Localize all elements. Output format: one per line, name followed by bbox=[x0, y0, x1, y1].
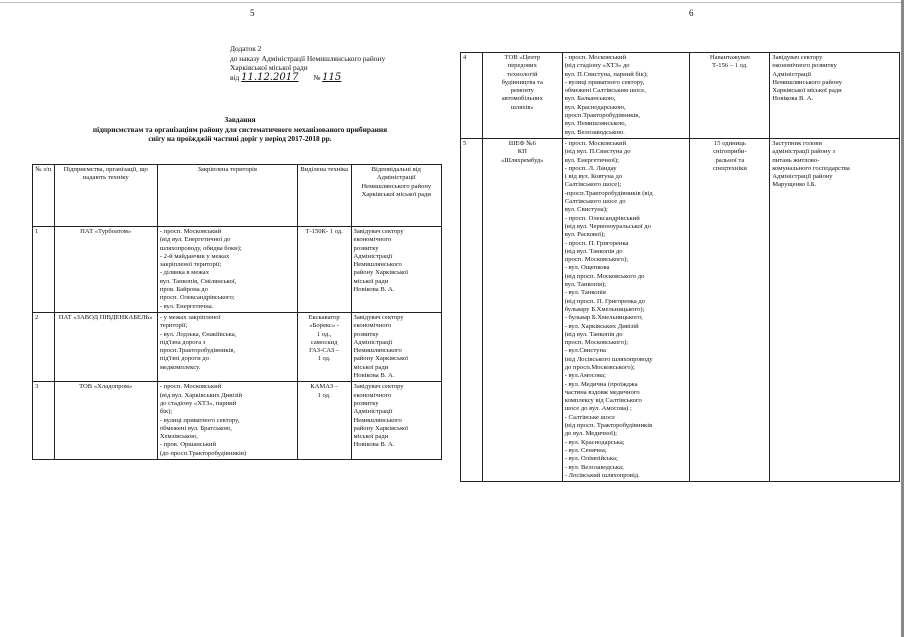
row-equipment bbox=[297, 227, 351, 313]
row-responsible-line: міської ради bbox=[353, 363, 389, 371]
table-row bbox=[33, 312, 442, 381]
header-territory: Закріплена територія bbox=[157, 165, 297, 227]
title-line2: снігу на проїжджій частині доріг у період 2017-2018 рр. bbox=[148, 134, 332, 143]
row-responsible-line: економічного розвитку bbox=[772, 62, 837, 70]
row-equipment-line: КАМАЗ – bbox=[310, 383, 339, 391]
row-org: ТОВ «Хладопром» bbox=[54, 382, 157, 460]
row-territory bbox=[157, 312, 297, 381]
row-responsible-line: Немишлянського bbox=[353, 347, 402, 355]
row-territory-line: - 2-й майданчик у межах bbox=[159, 252, 230, 260]
row-org-line: передових bbox=[507, 62, 537, 70]
row-org-line: ШЕФ №6 bbox=[508, 139, 536, 147]
row-equipment-line: 15 одиниць bbox=[713, 139, 746, 147]
row-territory-line: під'їзні дороги до bbox=[159, 355, 209, 363]
row-territory-line: - просп. Московський bbox=[159, 383, 222, 391]
row-territory-line: території; bbox=[159, 322, 188, 330]
row-territory-line: - вул. Краснодарська; bbox=[564, 438, 625, 446]
row-territory-line: обмежені Салтівським шосе, bbox=[564, 87, 646, 95]
row-responsible-line: Заступник голови bbox=[772, 139, 822, 147]
row-equipment-line: снігоприби- bbox=[713, 148, 747, 156]
row-responsible-line: Харківської міської ради bbox=[772, 87, 842, 95]
row-territory-line: (від вул. Танкопія до bbox=[564, 330, 623, 338]
row-territory-line: (від просп. Тракторобудівників bbox=[564, 422, 653, 430]
row-territory-line: (від просп. П. Григоренка до bbox=[564, 297, 646, 305]
row-equipment bbox=[297, 382, 351, 460]
header-equipment: Виділена техніка bbox=[297, 165, 351, 227]
assignment-table-left bbox=[32, 164, 442, 460]
row-territory bbox=[562, 53, 690, 139]
row-territory-line: - просп. Олександрівський bbox=[564, 214, 640, 222]
row-responsible-line: економічного bbox=[353, 322, 392, 330]
row-equipment-line: Екскаватор bbox=[308, 313, 340, 321]
row-org bbox=[482, 53, 562, 139]
row-territory-line: просп.Тракторобудівників, bbox=[564, 112, 641, 120]
row-org-line: КП bbox=[517, 148, 527, 156]
row-territory-line: - вул. Танкопія bbox=[564, 289, 606, 297]
row-territory-line: частина вздовж медичного bbox=[564, 388, 640, 396]
row-territory-line: вул. Енергетичної); bbox=[564, 156, 619, 164]
row-territory-line: - просп. П. Григоренка bbox=[564, 239, 629, 247]
row-territory-line: - просп. Московський bbox=[159, 228, 222, 235]
table-row bbox=[33, 382, 442, 460]
row-territory-line: (від стадіону «ХТЗ» до bbox=[564, 62, 630, 70]
row-territory bbox=[157, 382, 297, 460]
row-responsible-line: розвитку bbox=[353, 244, 379, 252]
row-equipment-line: 1 од., bbox=[316, 330, 332, 338]
row-equipment-line: 1 од. bbox=[317, 355, 331, 363]
row-territory-line: - вул. Харківських Дивізій bbox=[564, 322, 639, 330]
row-territory-line: просп. Олександрівського; bbox=[159, 294, 235, 302]
row-responsible-line: Адміністрації bbox=[353, 338, 393, 346]
date-value: 11.12.2017 bbox=[241, 71, 299, 83]
appendix-line2: до наказу Адміністрації Немишлянського району bbox=[230, 53, 386, 63]
row-equipment-line: ГАЗ-САЗ – bbox=[309, 347, 340, 355]
row-responsible-line: району Харківської bbox=[353, 355, 409, 363]
row-equipment-line: Т-156 – 1 од. bbox=[711, 62, 748, 70]
row-territory-line: шляхопроводу, обидва боки); bbox=[159, 244, 242, 252]
appendix-block bbox=[230, 44, 440, 82]
number-prefix: № bbox=[313, 72, 321, 82]
row-territory-line: - вул. Енергетична. bbox=[159, 302, 214, 310]
appendix-line3: Харківської міської ради bbox=[230, 63, 308, 72]
row-territory-line: (від вул. Харківських Дивізій bbox=[159, 391, 243, 399]
row-num: 5 bbox=[461, 138, 483, 481]
row-territory-line: (від вул. П.Свистуна до bbox=[564, 148, 631, 156]
header-num: № з/п bbox=[33, 165, 55, 227]
row-territory-line: (від вул. Танкопія до bbox=[564, 247, 623, 255]
row-responsible-line: району Харківської bbox=[353, 424, 409, 432]
row-responsible-line: Завідувач сектору bbox=[772, 54, 823, 61]
row-territory-line: вул. Танкопія, Смілянської, bbox=[159, 277, 237, 285]
row-responsible-line: Завідувач сектору bbox=[353, 228, 404, 235]
row-territory-line: Салтівського шосе до bbox=[564, 198, 626, 206]
right-page bbox=[460, 0, 900, 637]
row-responsible-line: економічного bbox=[353, 391, 392, 399]
row-territory-line: - бульвар Б.Хмельницького; bbox=[564, 314, 643, 322]
row-territory-line: шосе до вул. Амосова) ; bbox=[564, 405, 632, 413]
row-org-line: автомобільних bbox=[501, 95, 543, 103]
row-territory-line: - вул.Свистуна bbox=[564, 347, 606, 355]
row-territory-line: до вул. Медичної); bbox=[564, 430, 617, 438]
row-territory-line: (від Лосівського шляхопроводу bbox=[564, 355, 653, 363]
row-territory-line: пров. Байрона до bbox=[159, 286, 208, 294]
row-territory-line: вул. Велозаводською. bbox=[564, 128, 625, 136]
row-territory-line: - Салтівське шосе bbox=[564, 413, 616, 421]
title-line1: підприємствам та організаціям району для систематичного механізованого прибирання bbox=[92, 124, 388, 134]
row-territory-line: бік); bbox=[159, 408, 173, 416]
appendix-line1: Додаток 2 bbox=[230, 44, 262, 53]
row-responsible-line: міської ради bbox=[353, 277, 389, 285]
row-responsible-line: Немишлянського району bbox=[772, 78, 843, 86]
row-responsible bbox=[351, 382, 441, 460]
row-num: 1 bbox=[33, 227, 55, 313]
row-responsible-line: Адміністрації bbox=[353, 408, 393, 416]
row-org-line: ТОВ «Центр bbox=[504, 54, 541, 61]
row-responsible-line: Немишлянського bbox=[353, 416, 402, 424]
left-page bbox=[32, 0, 448, 637]
row-equipment bbox=[690, 138, 770, 481]
row-equipment-line: Т-150К- 1 од. bbox=[305, 228, 343, 235]
row-territory-line: (від просп. Московського до bbox=[564, 272, 645, 280]
row-equipment-line: спецтехніки bbox=[712, 164, 747, 172]
row-responsible-line: комунального господарства bbox=[772, 164, 850, 172]
task-title bbox=[32, 115, 448, 144]
row-equipment bbox=[297, 312, 351, 381]
row-responsible-line: Новікова В. А. bbox=[353, 372, 395, 380]
row-num: 3 bbox=[33, 382, 55, 460]
row-responsible-line: розвитку bbox=[353, 330, 379, 338]
row-org-line: «Шляхрембуд» bbox=[501, 156, 544, 164]
row-territory-line: бульвару Б.Хмельницького); bbox=[564, 305, 645, 313]
table-row bbox=[461, 138, 900, 481]
row-territory-line: під'їзна дорога з bbox=[159, 338, 206, 346]
row-territory-line: просп. Московського); bbox=[564, 256, 629, 264]
row-territory-line: - вул. Велозаводська; bbox=[564, 463, 624, 471]
row-responsible-line: міської ради bbox=[353, 433, 389, 441]
row-num: 2 bbox=[33, 312, 55, 381]
row-org: ПАТ «Турбоатом» bbox=[54, 227, 157, 313]
row-territory-line: - вул.Амосова; bbox=[564, 372, 606, 380]
row-territory-line: комплексу від Салтівського bbox=[564, 397, 642, 405]
date-prefix: від bbox=[230, 72, 240, 82]
title-main: Завдання bbox=[224, 115, 256, 124]
row-responsible-line: Адміністрації району bbox=[772, 173, 833, 181]
row-territory-line: - у межах закріпленої bbox=[159, 313, 221, 321]
row-territory-line: - вул. Лодзька, Єнакіївська, bbox=[159, 330, 237, 338]
row-territory-line: вул. Краснодарською, bbox=[564, 103, 626, 111]
row-territory bbox=[562, 138, 690, 481]
header-org: Підприємства, організації, що надають техніку bbox=[54, 165, 157, 227]
row-territory-line: ( від вул. Ковтуна до bbox=[564, 173, 623, 181]
row-territory-line: (від вул. Червоноуральської до bbox=[564, 222, 651, 230]
row-territory-line: (від вул. Енергетичної до bbox=[159, 236, 231, 244]
row-territory-line: - Лосівський шляхопровід. bbox=[564, 471, 640, 479]
row-responsible bbox=[351, 227, 441, 313]
page-number-right: 6 bbox=[689, 8, 694, 18]
row-territory-line: - просп. Л. Ландау bbox=[564, 164, 617, 172]
row-org: ПАТ «ЗАВОД ПІВДЕНКАБЕЛЬ» bbox=[54, 312, 157, 381]
row-territory-line: до стадіону «ХТЗ», парний bbox=[159, 399, 237, 407]
row-territory-line: Салтівського шосе); bbox=[564, 181, 622, 189]
row-territory-line: Хемзівською, bbox=[159, 433, 198, 441]
row-territory-line: вул. Танкопія); bbox=[564, 281, 607, 289]
row-org bbox=[482, 138, 562, 481]
row-responsible-line: Новікова В. А. bbox=[353, 286, 395, 294]
row-territory-line: - вулиці приватного сектору, bbox=[159, 416, 240, 424]
row-responsible-line: району Харківської bbox=[353, 269, 409, 277]
table-row bbox=[33, 227, 442, 313]
row-num: 4 bbox=[461, 53, 483, 139]
row-territory-line: - вул. Ощепкова bbox=[564, 264, 610, 272]
row-territory-line: - просп. Московський bbox=[564, 54, 627, 61]
row-territory-line: закріпленої території; bbox=[159, 261, 222, 269]
table-row bbox=[461, 53, 900, 139]
row-territory-line: медкомплексу. bbox=[159, 363, 201, 371]
row-responsible-line: Новікова В. А. bbox=[772, 95, 814, 103]
row-territory-line: до просп.Московського); bbox=[564, 363, 635, 371]
row-territory-line: - вул. Медична (проїжджа bbox=[564, 380, 638, 388]
row-responsible-line: Марущенко І.Б. bbox=[772, 181, 817, 189]
row-territory-line: просп.Тракторобудівників, bbox=[159, 347, 236, 355]
row-territory-line: - вулиці приватного сектору, bbox=[564, 78, 645, 86]
row-territory-line: - вул. Сенячна; bbox=[564, 446, 607, 454]
row-responsible-line: Адміністрації bbox=[772, 70, 812, 78]
row-equipment-line: ральної та bbox=[715, 156, 745, 164]
row-territory-line: - вул. Олімпійська; bbox=[564, 455, 618, 463]
row-territory-line: обмежені вул. Братською, bbox=[159, 424, 232, 432]
row-territory-line: - пров. Оршанський bbox=[159, 441, 216, 449]
row-territory-line: (до просп.Тракторобудівників) bbox=[159, 449, 247, 457]
page-number-left: 5 bbox=[250, 8, 255, 18]
row-responsible-line: Новікова В. А. bbox=[353, 441, 395, 449]
row-equipment-line: «Борекс» - bbox=[309, 322, 339, 330]
row-territory-line: вул. П.Свистуна, парний бік); bbox=[564, 70, 648, 78]
row-responsible-line: Немишлянського bbox=[353, 261, 402, 269]
row-territory-line: - ділянка в межах bbox=[159, 269, 210, 277]
number-value: 115 bbox=[322, 71, 342, 83]
row-org-line: ремонту bbox=[510, 87, 534, 95]
row-responsible-line: питань житлово- bbox=[772, 156, 820, 164]
row-territory-line: вул. Балканською, bbox=[564, 95, 616, 103]
appendix-date-row bbox=[230, 73, 440, 83]
header-responsible: Відповідальні від Адміністрації Немишлянського району Харківської міської ради bbox=[351, 165, 441, 227]
row-territory-line: -просп.Тракторобудівників (від bbox=[564, 189, 653, 197]
row-responsible-line: Адміністрації bbox=[353, 252, 393, 260]
row-responsible bbox=[351, 312, 441, 381]
row-responsible-line: адміністрації району з bbox=[772, 148, 835, 156]
row-equipment-line: Навантажувач bbox=[709, 54, 750, 61]
row-responsible-line: розвитку bbox=[353, 399, 379, 407]
row-territory-line: - просп. Московський bbox=[564, 139, 627, 147]
row-responsible bbox=[770, 53, 900, 139]
assignment-table-right bbox=[460, 52, 900, 482]
row-territory-line: просп. Московського); bbox=[564, 339, 629, 347]
row-responsible-line: економічного bbox=[353, 236, 392, 244]
row-equipment-line: 1 од. bbox=[317, 391, 331, 399]
row-territory-line: вул. Немишлянською, bbox=[564, 120, 627, 128]
row-org-line: будівництва та bbox=[501, 78, 543, 86]
row-org-line: технологій bbox=[507, 70, 538, 78]
row-equipment-line: самоскид bbox=[310, 338, 338, 346]
row-territory bbox=[157, 227, 297, 313]
row-org-line: шляхів» bbox=[510, 103, 534, 111]
row-responsible-line: Завідувач сектору bbox=[353, 383, 404, 391]
row-responsible-line: Завідувач сектору bbox=[353, 313, 404, 321]
row-responsible bbox=[770, 138, 900, 481]
row-territory-line: вул. Раскової); bbox=[564, 231, 606, 239]
row-equipment bbox=[690, 53, 770, 139]
row-territory-line: вул. Свистуна); bbox=[564, 206, 608, 214]
